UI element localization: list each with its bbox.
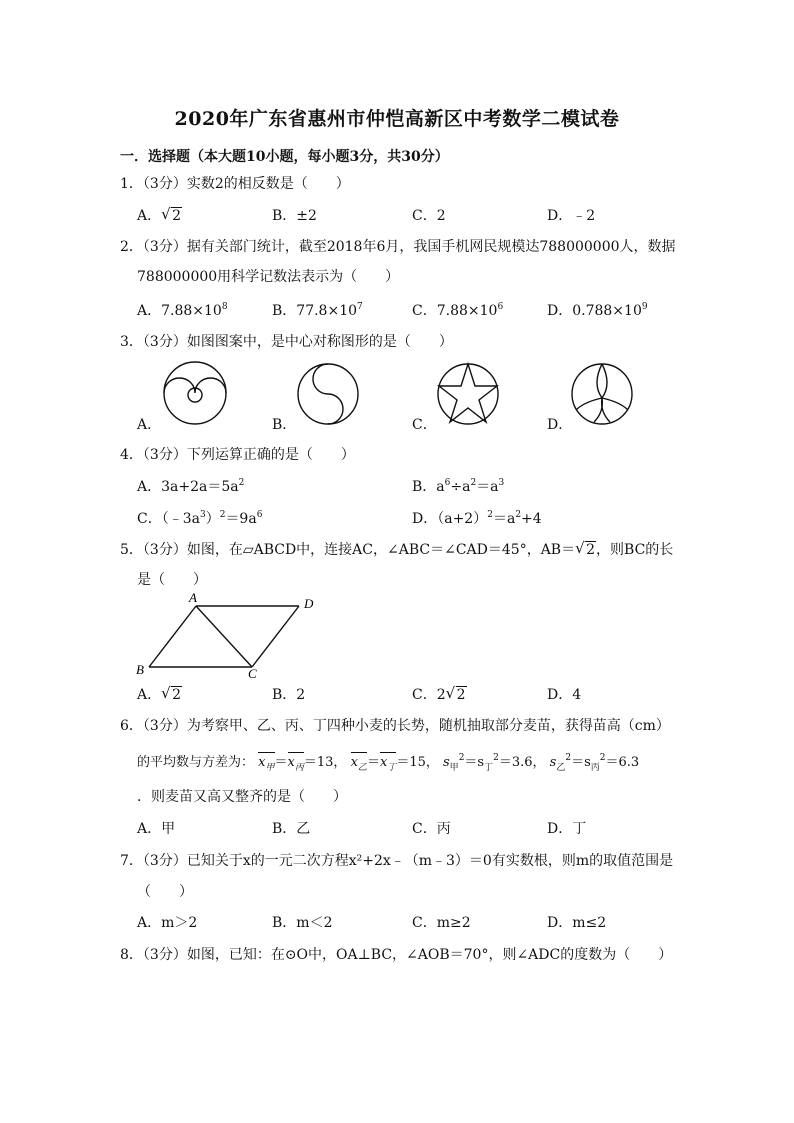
vertex-c-label: C [248, 666, 257, 681]
q3-figure-b [296, 362, 360, 426]
q1-option-c[interactable]: C．2 [412, 208, 446, 224]
question-6-stem-cont: ．则麦苗又高又整齐的是（ ） [137, 789, 347, 805]
q4-option-d[interactable]: D．$(a+2)^2=a^2+4$ [412, 510, 542, 527]
vertex-d-label: D [304, 596, 314, 611]
q7-option-c[interactable]: C．m≥2 [412, 915, 471, 931]
q1-option-d[interactable]: D．﹣2 [547, 208, 596, 224]
question-2-stem-cont: 788000000用科学记数法表示为（ ） [137, 269, 400, 285]
q3-figure-d [570, 362, 634, 426]
q6-option-c[interactable]: C．丙 [412, 821, 451, 837]
q1-option-a[interactable]: A． √ 2 [137, 205, 182, 224]
q4-option-c[interactable]: C．$(﹣3a^3)^2=9a^6$ [137, 510, 263, 527]
vertex-b-label: B [136, 662, 144, 677]
q6-option-a[interactable]: A．甲 [137, 821, 176, 837]
q5-parallelogram-figure [134, 590, 324, 681]
question-5-stem-cont: 是（ ） [137, 572, 207, 588]
q2-option-a[interactable]: A．$7.88\times 10^8$ [137, 302, 228, 319]
q3-option-b[interactable]: B． [272, 417, 297, 433]
q5-option-a[interactable]: A． √ 2 [137, 684, 182, 703]
question-7-stem-cont: （ ） [137, 884, 193, 900]
sqrt-symbol: √ 2 [445, 684, 466, 703]
q7-option-a[interactable]: A．m＞2 [137, 915, 198, 931]
q2-option-d[interactable]: D．$0.788\times 10^9$ [547, 302, 648, 319]
q5-option-b[interactable]: B．2 [272, 687, 306, 703]
page-title: 2020年广东省惠州市仲恺高新区中考数学二模试卷 [174, 108, 620, 130]
q6-option-d[interactable]: D．丁 [547, 821, 587, 837]
q3-option-a[interactable]: A． [137, 417, 162, 433]
sqrt-symbol: √ 2 [161, 205, 182, 224]
q4-option-b[interactable]: B．$a^6\div a^2=a^3$ [412, 478, 505, 495]
q3-figure-a [162, 360, 228, 426]
q5-option-c[interactable]: C．2 √ 2 [412, 684, 466, 703]
q3-figure-c [436, 362, 500, 426]
q4-option-a[interactable]: A．$3a+2a=5a^2$ [137, 478, 245, 495]
sqrt-symbol: √ 2 [575, 539, 596, 558]
q1-option-b[interactable]: B．±2 [272, 208, 317, 224]
q7-option-d[interactable]: D．m≤2 [547, 915, 607, 931]
sqrt-symbol: √ 2 [161, 684, 182, 703]
question-2-stem: 2．（3分）据有关部门统计，截至2018年6月，我国手机网民规模达788000000人，数据 [120, 239, 676, 255]
question-4-stem: 4．（3分）下列运算正确的是（ ） [120, 447, 355, 463]
question-3-stem: 3．（3分）如图图案中，是中心对称图形的是（ ） [120, 334, 453, 350]
q3-option-c[interactable]: C． [412, 417, 437, 433]
question-1-stem: 1．（3分）实数2的相反数是（ ） [120, 176, 350, 192]
q2-option-b[interactable]: B．$77.8\times 10^7$ [272, 302, 363, 319]
question-7-stem: 7．（3分）已知关于x的一元二次方程x²+2x﹣（m﹣3）＝0有实数根，则m的取值范围是 [120, 853, 674, 869]
question-8-stem: 8．（3分）如图，已知：在⊙O中，OA⊥BC，∠AOB＝70°，则∠ADC的度数为（ ） [120, 947, 673, 963]
q6-option-b[interactable]: B．乙 [272, 821, 311, 837]
q3-option-d[interactable]: D． [547, 417, 573, 433]
q5-option-d[interactable]: D．4 [547, 687, 582, 703]
question-6-stats: 的平均数与方差为： $x_甲=x_丙=13$， $x_乙=x_丁=15$， $s_甲^2=s_丁^2=3.6$， $s_乙^2=s_丙^2=6.3$ [137, 753, 640, 773]
q7-option-b[interactable]: B．m＜2 [272, 915, 333, 931]
q2-option-c[interactable]: C．$7.88\times 10^6$ [412, 302, 504, 319]
question-5-stem: 5．（3分）如图，在▱ABCD中，连接AC，∠ABC＝∠CAD＝45°，AB＝ √ 2，则BC的长 [120, 539, 674, 558]
question-6-stem: 6．（3分）为考察甲、乙、丙、丁四种小麦的长势，随机抽取部分麦苗，获得苗高（cm） [120, 718, 670, 734]
section-heading: 一．选择题（本大题10小题，每小题3分，共30分） [120, 149, 449, 165]
vertex-a-label: A [189, 590, 197, 605]
